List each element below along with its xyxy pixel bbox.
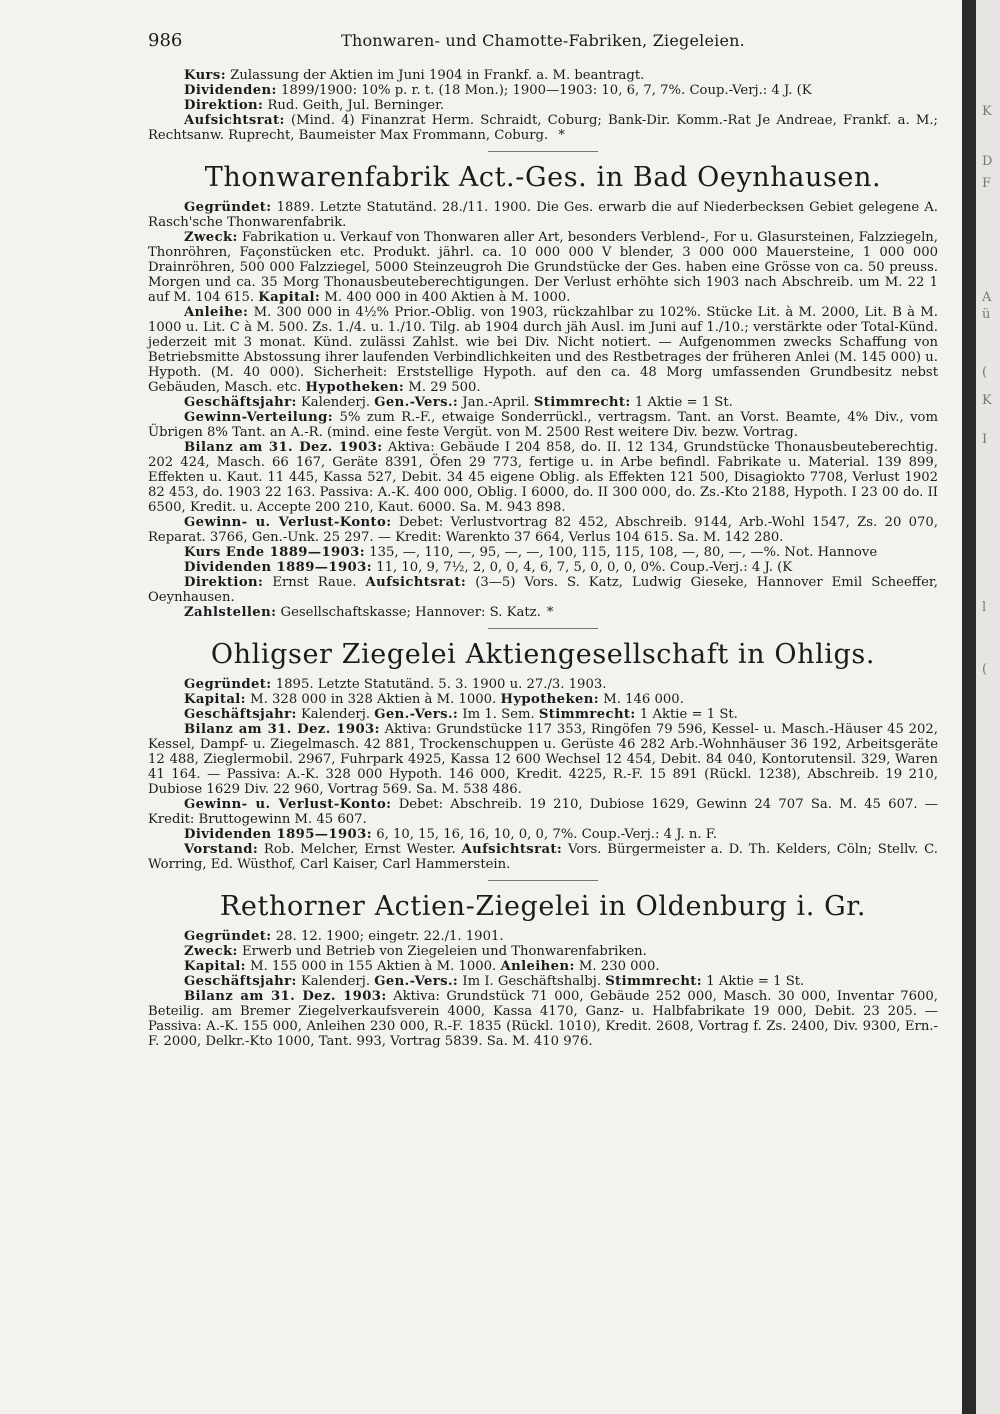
field-text: 11, 10, 9, 7½, 2, 0, 0, 4, 6, 7, 5, 0, 0, 0, 0%. Coup.-Verj.: 4 J. (K [376,560,793,575]
field-label: Vorstand: [184,842,259,857]
entry-paragraph [148,305,938,395]
field-label: Hypotheken: [500,692,600,707]
field-text: 28. 12. 1900; eingetr. 22./1. 1901. [275,929,504,944]
entry-paragraph [148,929,938,944]
field-label: Bilanz am 31. Dez. 1903: [184,722,380,737]
field-label: Stimmrecht: [605,974,703,989]
entry-paragraph [148,842,938,872]
field-text: Aktiva: Grundstück 71 000, Gebäude 252 000, Masch. 30 000, Inventar 7600, Beteilig. am Bremer Ziegelverkaufsverein 4000, Kassa 4170, Ganz- u. Halbfabrikate 19 000, Debit. 23 205. — Passiva: A.-K. 155 000, Anleihen 230 000, R.-F. 1835 (Rückl. 1010), Kredit. 2608, Vortrag f. Zs. 2400, Div. 9300, Ern.-F. 2000, Delkr.-Kto 1000, Tant. 993, Vortrag 5839. Sa. M. 410 976. [148,989,938,1049]
company-heading: Rethorner Actien-Ziegelei in Oldenburg i. Gr. [220,891,866,922]
field-text: Rob. Melcher, Ernst Wester. [263,842,456,857]
field-text: Kalenderj. [300,707,371,722]
running-head [148,30,938,54]
entry-paragraph [148,944,938,959]
entry-paragraph [148,827,938,842]
field-label: Kurs: [184,68,227,83]
end-star: * [546,605,554,620]
field-label: Geschäftsjahr: [184,974,297,989]
field-text: 1889. Letzte Statutänd. 28./11. 1900. Die Ges. erwarb die auf Niederbecksen Gebiet gelegene A. Rasch'sche Thonwarenfabrik. [148,200,938,230]
entry-paragraph [148,959,938,974]
entry-paragraph [148,410,938,440]
entry-paragraph [148,989,938,1049]
margin-char: K [982,393,992,408]
field-label: Zweck: [184,944,238,959]
field-text: M. 146 000. [603,692,684,707]
field-text: Vors. Bürgermeister a. D. Th. Kelders, Cöln; Stellv. C. Worring, Ed. Wüsthof, Carl Kaiser, Carl Hammerstein. [148,842,938,872]
field-text: Im 1. Sem. [462,707,535,722]
entry-paragraph [148,797,938,827]
kurs-paragraph [148,68,938,83]
field-text: 1899/1900: 10% p. r. t. (18 Mon.); 1900—1903: 10, 6, 7, 7%. Coup.-Verj.: 4 J. (K [281,83,812,98]
field-label: Direktion: [184,98,264,113]
field-text: Aktiva: Grundstücke 117 353, Ringöfen 79 596, Kessel- u. Masch.-Häuser 45 202, Kessel, Dampf- u. Ziegelmasch. 42 881, Trockenschuppen u. Gerüste 46 282 Arb.-Wohnhäuser 36 192, Arbeitsgeräte 12 488, Zieglermobil. 2967, Fuhrpark 4925, Kassa 12 600 Wechsel 12 454, Debit. 84 040, Kontorutensil. 329, Waren 41 164. — Passiva: A.-K. 328 000 Hypoth. 146 000, Kredit. 4225, R.-F. 15 891 (Rückl. 1238), Abschreib. 19 210, Dubiose 1629 Div. 22 960, Vortrag 569. Sa. M. 538 486. [148,722,938,797]
field-text: Aktiva: Gebäude I 204 858, do. II. 12 134, Grundstücke Thonausbeuteberechtig. 202 424, Masch. 66 167, Geräte 8391, Öfen 29 773, fertige u. in Arbe befindl. Fabrikate u. Material. 139 899, Effekten u. Kaut. 11 445, Kassa 527, Debit. 34 45 eigene Oblig. als Effekten 121 500, Disagiokto 7708, Verlust 1902 82 453, do. 1903 22 163. Passiva: A.-K. 400 000, Oblig. I 6000, do. II 300 000, do. Zs.-Kto 2188, Hypoth. I 23 00 do. II 6500, Kredit. u. Accepte 200 210, Kaut. 6000. Sa. M. 943 898. [148,440,939,515]
section-divider [488,628,598,629]
field-label: Bilanz am 31. Dez. 1903: [184,989,387,1004]
field-label: Kurs Ende 1889—1903: [184,545,366,560]
page-number: 986 [148,30,183,51]
field-label: Kapital: [184,692,246,707]
direktion-paragraph [148,98,938,113]
field-text: Fabrikation u. Verkauf von Thonwaren aller Art, besonders Verblend-, For u. Glasursteinen, Falzziegeln, Thonröhren, Façonstücken etc. Produkt. jährl. ca. 10 000 000 V blender, 3 000 000 Mauersteine, 1 000 000 Drainröhren, 500 000 Falzziegel, 5000 Steinzeugroh Die Grundstücke der Ges. haben eine Grösse von ca. 50 preuss. Morgen und ca. 35 Morg Thonausbeuteberechtigungen. Der Verlust erhöhte sich 1903 nach Abschreib. um M. 22 1 auf M. 104 615. [148,230,938,305]
field-label: Hypotheken: [305,380,405,395]
margin-char: A [982,290,992,305]
field-text: 6, 10, 15, 16, 16, 10, 0, 0, 7%. Coup.-Verj.: 4 J. n. F. [376,827,718,842]
field-label: Gen.-Vers.: [374,974,459,989]
field-label: Anleihe: [184,305,249,320]
field-label: Zweck: [184,230,238,245]
section-divider [488,151,598,152]
field-label: Zahlstellen: [184,605,277,620]
field-label: Kapital: [258,290,321,305]
aufsichtsrat-paragraph [148,113,938,143]
entry-paragraph [148,395,938,410]
entry-paragraph [148,974,938,989]
field-label: Geschäftsjahr: [184,395,297,410]
entry-paragraph [148,560,938,575]
entry-paragraph [148,545,938,560]
field-text: M. 400 000 in 400 Aktien à M. 1000. [324,290,571,305]
field-text: M. 300 000 in 4½% Prior.-Oblig. von 1903, rückzahlbar zu 102%. Stücke Lit. à M. 2000, Lit. B à M. 1000 u. Lit. C à M. 500. Zs. 1./4. u. 1./10. Tilg. ab 1904 durch jäh Ausl. im Juni auf 1./10.; verstärkte oder Total-Künd. jederzeit mit 3 monat. Künd. zulässi Zahlst. wie bei Div. Nicht notiert. — Aufgenommen zwecks Schaffung von Betriebsmitte Abstossung ihrer laufenden Verbindlichkeiten und des Restbetrages der früheren Anlei (M. 145 000) u. Hypoth. (M. 40 000). Sicherheit: Erststellige Hypoth. auf den ca. 48 Morg umfassenden Grundbesitz nebst Gebäuden, Masch. etc. [148,305,939,395]
entry-paragraph [148,605,938,620]
field-text: M. 328 000 in 328 Aktien à M. 1000. [250,692,497,707]
running-title: Thonwaren- und Chamotte-Fabriken, Ziegeleien. [341,31,745,50]
field-text: 135, —, 110, —, 95, —, —, 100, 115, 115, 108, —, 80, —, —%. Not. Hannove [369,545,878,560]
field-label: Dividenden 1895—1903: [184,827,372,842]
field-label: Dividenden 1889—1903: [184,560,372,575]
margin-char: ( [982,365,988,380]
entry-paragraph [148,722,938,797]
field-label: Gegründet: [184,200,272,215]
company-sections [148,151,938,1049]
field-label: Gewinn-Verteilung: [184,410,334,425]
field-text: Jan.-April. [462,395,530,410]
field-label: Aufsichtsrat: [184,113,285,128]
field-text: M. 230 000. [578,959,660,974]
field-label: Stimmrecht: [538,707,636,722]
margin-char: I [982,432,988,447]
field-label: Bilanz am 31. Dez. 1903: [184,440,383,455]
field-label: Kapital: [184,959,246,974]
adjacent-page-margin [976,0,1000,1414]
field-text: (3—5) Vors. S. Katz, Ludwig Gieseke, Hannover Emil Scheeffer, Oeynhausen. [148,575,938,605]
entry-paragraph [148,692,938,707]
field-text: Debet: Verlustvortrag 82 452, Abschreib. 9144, Arb.-Wohl 1547, Zs. 20 070, Reparat. 3766, Gen.-Unk. 25 297. — Kredit: Warenkto 37 664, Verlus 104 615. Sa. M. 142 280. [148,515,938,545]
field-text: (Mind. 4) Finanzrat Herm. Schraidt, Coburg; Bank-Dir. Komm.-Rat Je Andreae, Frankf. a. M.; Rechtsanw. Ruprecht, Baumeister Max Frommann, Coburg. [148,113,938,143]
margin-char: F [982,176,992,191]
margin-char: D [982,154,993,169]
company-heading: Ohligser Ziegelei Aktiengesellschaft in Ohligs. [210,639,876,670]
margin-char: ü [982,307,991,322]
field-text: Kalenderj. [300,974,371,989]
dividenden-paragraph [148,83,938,98]
field-text: Im I. Geschäftshalbj. [462,974,602,989]
field-label: Anleihen: [500,959,575,974]
field-text: M. 155 000 in 155 Aktien à M. 1000. [250,959,497,974]
field-label: Geschäftsjahr: [184,707,297,722]
field-text: Gesellschaftskasse; Hannover: S. Katz. [280,605,541,620]
field-text: M. 29 500. [408,380,481,395]
entry-paragraph [148,575,938,605]
field-text: 1895. Letzte Statutänd. 5. 3. 1900 u. 27./3. 1903. [275,677,607,692]
field-text: Erwerb und Betrieb von Ziegeleien und Thonwarenfabriken. [242,944,647,959]
book-gutter [962,0,976,1414]
field-text: Zulassung der Aktien im Juni 1904 in Frankf. a. M. beantragt. [230,68,645,83]
field-label: Gen.-Vers.: [374,395,459,410]
field-text: Ernst Raue. [272,575,357,590]
entry-paragraph [148,515,938,545]
field-label: Gewinn- u. Verlust-Konto: [184,515,392,530]
entry-paragraph [148,230,938,305]
field-label: Direktion: [184,575,264,590]
field-text: Rud. Geith, Jul. Berninger. [267,98,445,113]
entry-paragraph [148,677,938,692]
field-text: 1 Aktie = 1 St. [634,395,733,410]
field-text: 5% zum R.-F., etwaige Sonderrückl., vertragsm. Tant. an Vorst. Beamte, 4% Div., vom Übrigen 8% Tant. an A.-R. (mind. eine feste Vergüt. von M. 2500 Rest weitere Div. bezw. Vortrag. [148,410,938,440]
entry-paragraph [148,200,938,230]
entry-paragraph [148,707,938,722]
field-label: Gen.-Vers.: [374,707,459,722]
page-body [148,68,938,1049]
entry-paragraph [148,440,938,515]
field-text: Kalenderj. [300,395,371,410]
field-label: Dividenden: [184,83,277,98]
end-star: * [558,128,565,143]
section-divider [488,880,598,881]
field-label: Stimmrecht: [533,395,631,410]
field-text: 1 Aktie = 1 St. [639,707,738,722]
margin-char: K [982,104,992,119]
field-text: Debet: Abschreib. 19 210, Dubiose 1629, Gewinn 24 707 Sa. M. 45 607. — Kredit: Bruttogewinn M. 45 607. [148,797,938,827]
field-label: Aufsichtsrat: [365,575,467,590]
field-label: Gewinn- u. Verlust-Konto: [184,797,392,812]
field-label: Gegründet: [184,677,272,692]
margin-char: ( [982,662,988,677]
margin-char: l [982,600,987,615]
company-heading: Thonwarenfabrik Act.-Ges. in Bad Oeynhausen. [204,162,882,193]
field-label: Aufsichtsrat: [461,842,563,857]
field-text: 1 Aktie = 1 St. [706,974,805,989]
field-label: Gegründet: [184,929,272,944]
